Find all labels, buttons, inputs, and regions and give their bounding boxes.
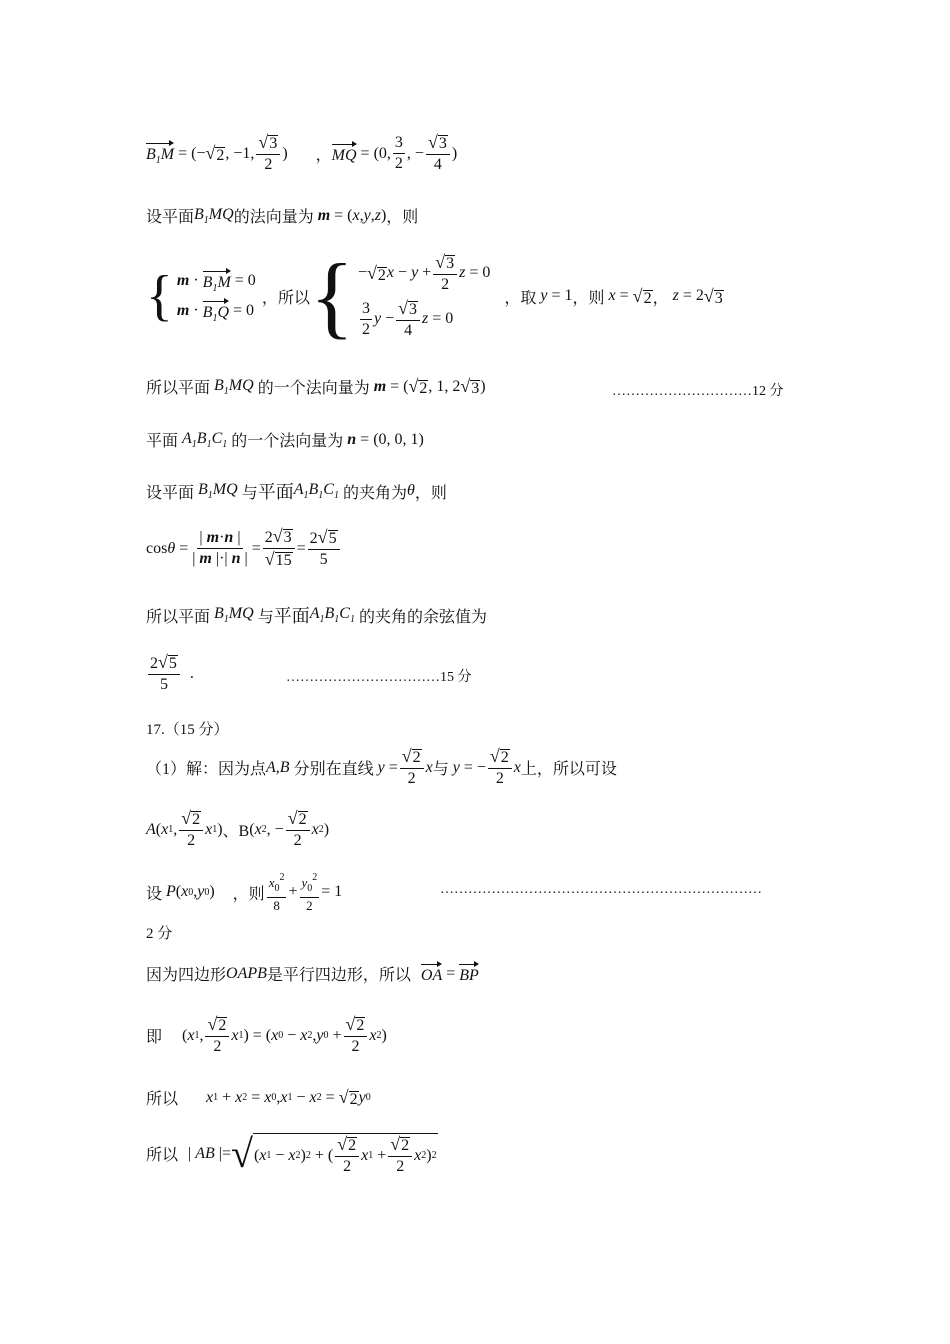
normal-vector-m: 所以平面 $B_1MQ$ 的一个法向量为 m = ( √ 2 , 1, 2 √ 3 ): [146, 376, 486, 397]
normal-vector-n: 平面 $A_1B_1C_1$ 的一个法向量为 n = (0, 0, 1): [146, 429, 424, 450]
equation-system: { m · $B_1M$ = 0 m · $B_1Q$ = 0 ，所以 { − √ 2 x − y + √ 3 2 z = 0 $\frac{3}{2}$ y − √ 3 4 z = 0 ，取 y = 1 ，则 x = √ 2 ， z = 2 √ 3: [146, 245, 723, 347]
normal-vector-intro: 设平面 $B_1MQ$ 的法向量为 m = ( x , y , z ) ，则: [146, 205, 419, 226]
score-dots-15: ……………………………15 分: [286, 670, 472, 685]
score-dots-2: ……………………………………………………………: [440, 882, 762, 897]
vector-equation: 即 ( x 1 , √ 2 2 x 1 ) = ( x 0 − x 2 , y 0 + √ 2 2 x 2 ): [146, 1014, 387, 1055]
parallelogram-line: 因为四边形 OAPB 是平行四边形，所以 OA = BP: [146, 962, 479, 985]
cos-answer-value: 2 √ 5 5 .: [150, 652, 194, 693]
cos-theta-formula: cos θ = $\frac{| m\cdot n |}{| m |\cdot| n |}$ = 2 √ 3 √ 15 = 2 √ 5 5: [146, 526, 342, 571]
angle-theta-line: 设平面 $B_1MQ$ 与 平面 $A_1B_1C_1$ 的夹角为 θ ，则: [146, 481, 447, 502]
cos-answer-line: 所以平面 $B_1MQ$ 与 平面 $A_1B_1C_1$ 的夹角的余弦值为: [146, 605, 487, 626]
problem-17-heading: 17.（15 分）: [146, 722, 229, 738]
score-2: 2 分: [146, 926, 173, 942]
ab-length-line: 所以 | AB |= √ ( x 1 − x 2 ) 2 + ( √ 2 2 x 1 + √ 2 2 x 2 ) 2: [146, 1131, 437, 1176]
point-p-ellipse: 设 P ( x 0 , y 0 ) ，则 $\frac{x_0^2}{8}$ + $\frac{y_0^2}{2}$ = 1: [146, 872, 343, 913]
score-dots-12: …………………………12 分: [612, 384, 784, 399]
points-a-b: A ( x 1 , √ 2 2 x 1 ) 、B ( x 2 , − √ 2 2 x 2 ): [146, 808, 330, 849]
part1-intro: （1）解：因为点 A , B 分别在直线 y = √ 2 2 x 与 y = − √ 2 2 x 上，所以可设: [146, 746, 617, 787]
sum-diff-line: 所以 x 1 + x 2 = x 0 , x 1 − x 2 = √ 2 y 0: [146, 1087, 371, 1108]
vector-b1m-mq-line: $B_1M$ = (− √ 2 , −1, √ 3 2 ) ， MQ = (0, $\frac{3}{2}$ , − √ 3 4 ): [146, 132, 458, 173]
